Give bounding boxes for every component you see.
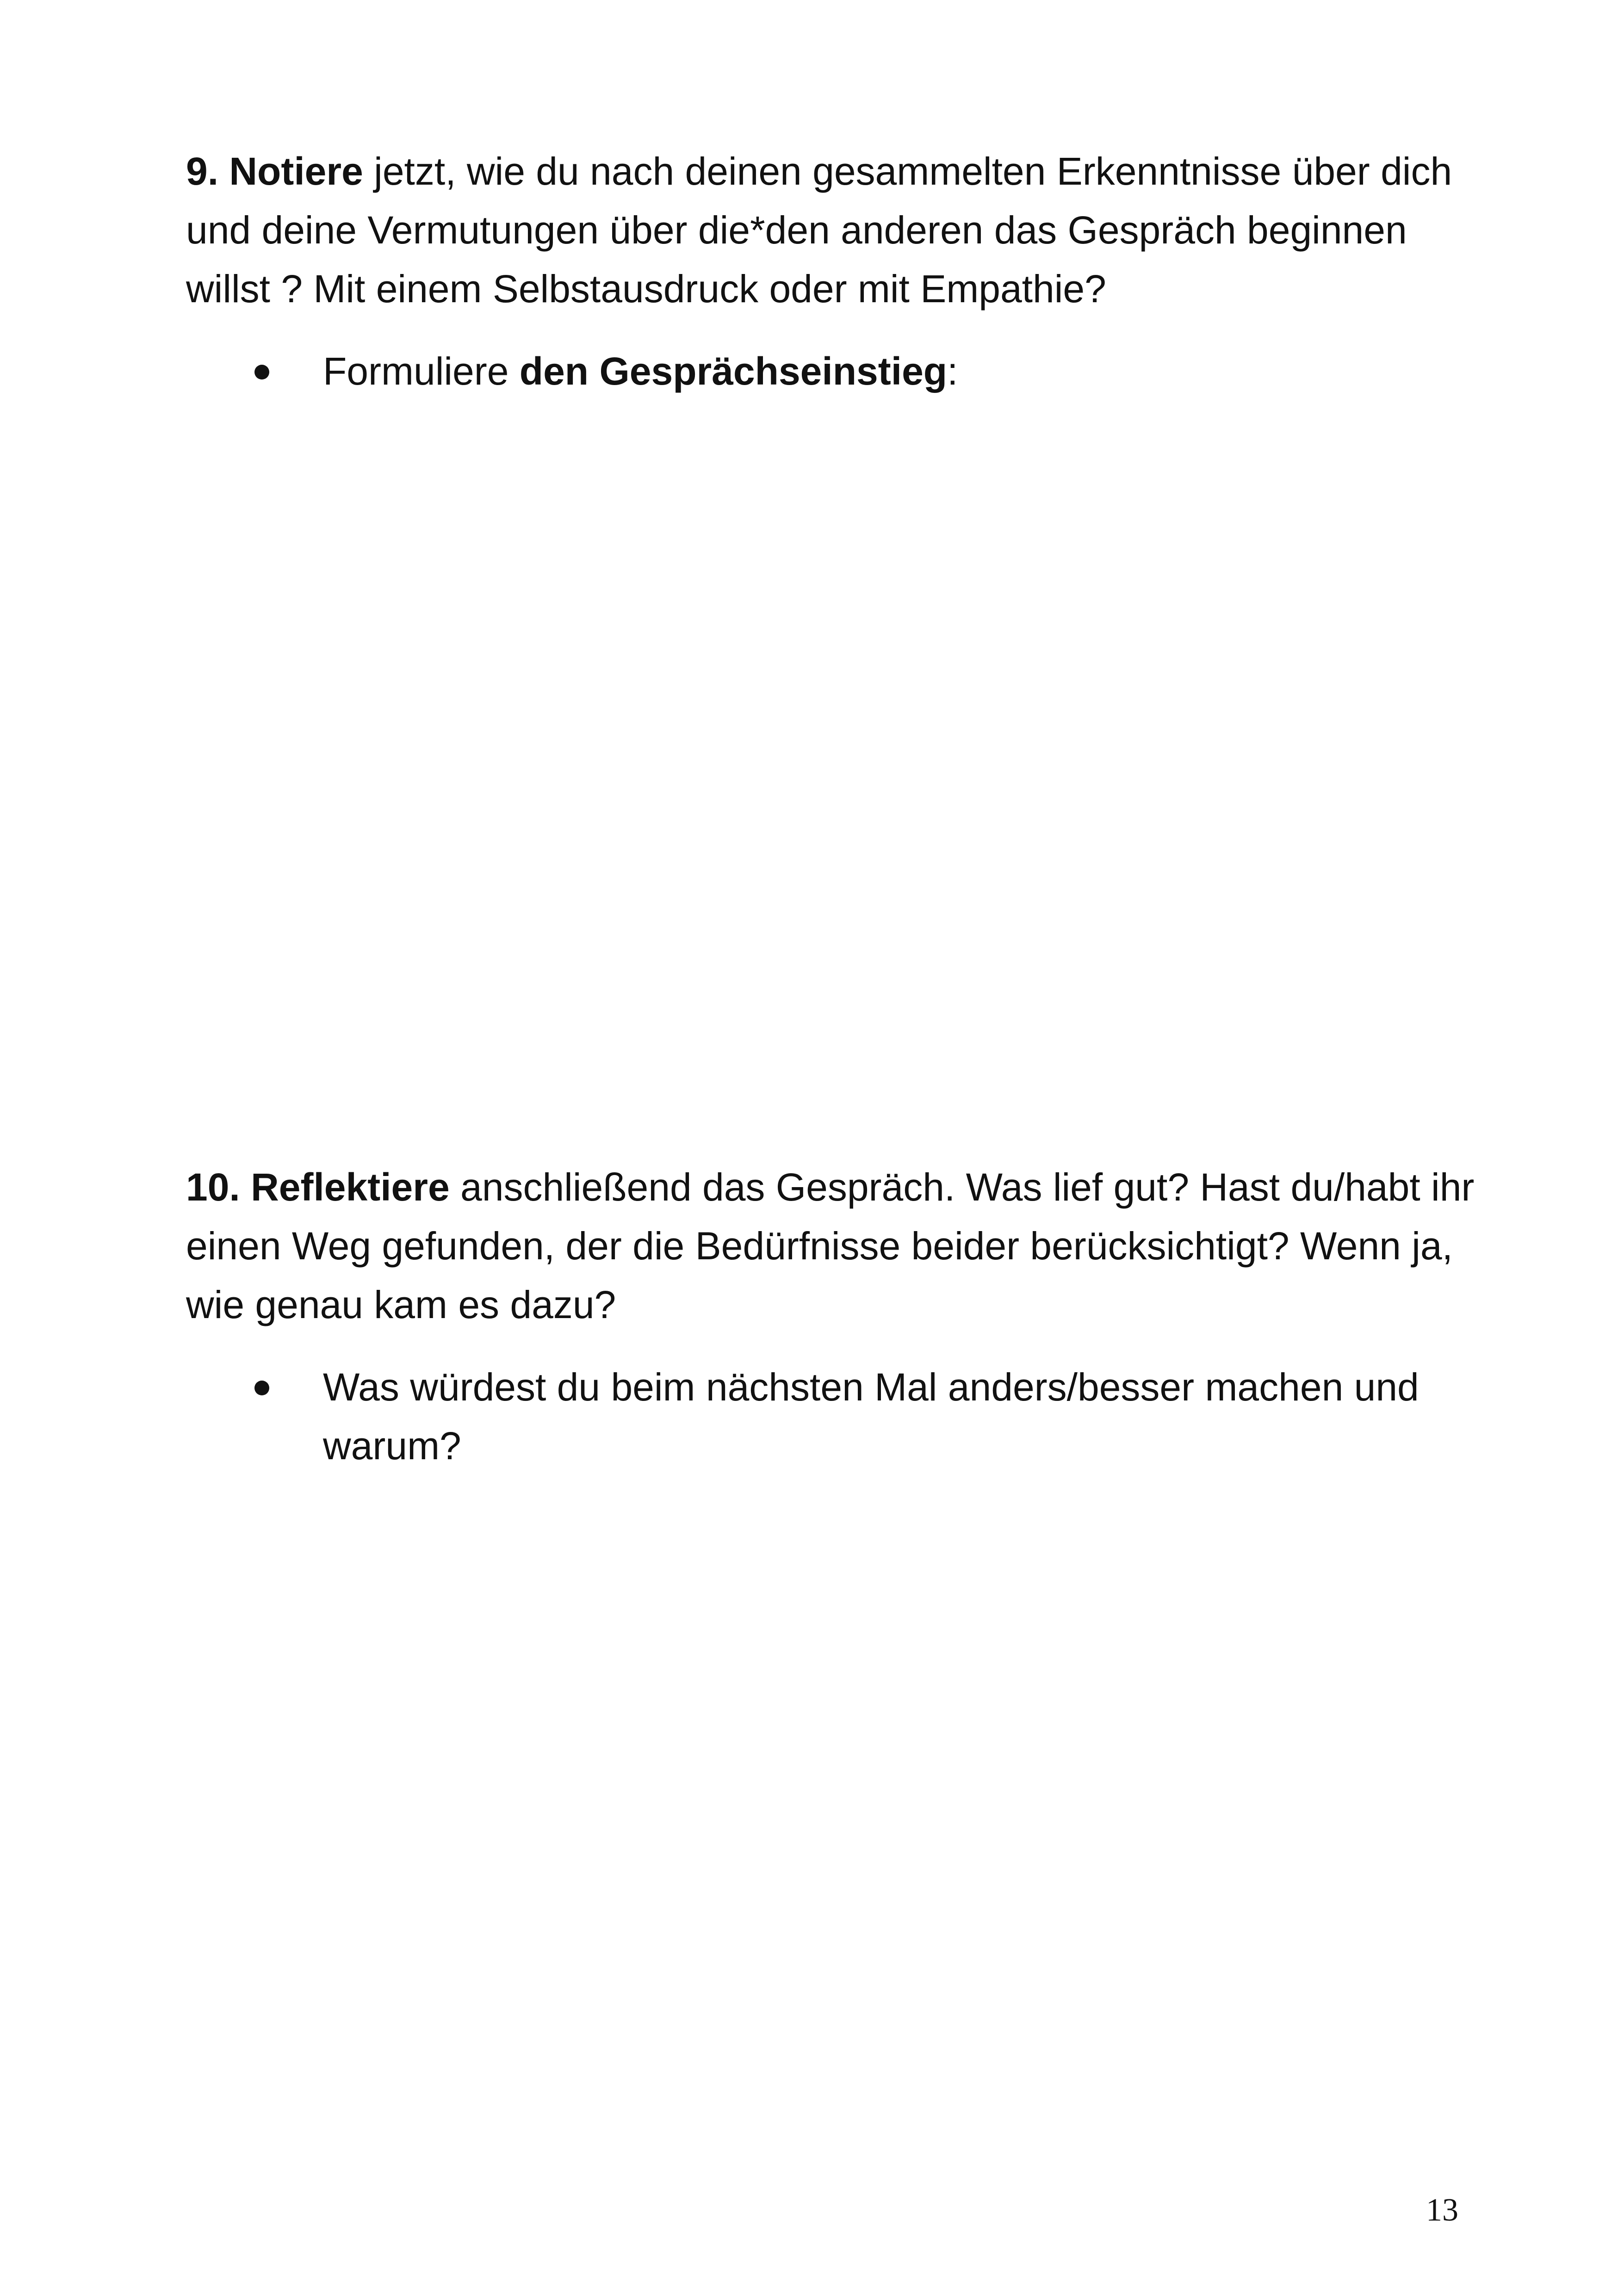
task-9-lead: 9. Notiere <box>186 149 363 193</box>
task-9-text: jetzt, wie du nach deinen gesammelten Erkenntnisse über dich und deine Vermutungen über die*den anderen das Gespräch beginnen willst ? Mit einem Selbstausdruck oder mit Empathie? <box>186 149 1452 311</box>
task-9-prompt <box>186 142 1482 318</box>
task-9-bullet <box>186 342 1494 401</box>
task-9-bullet-bold: den Gesprächseinstieg <box>519 349 948 393</box>
task-9-bullet-suffix: : <box>947 349 958 393</box>
task-10-bullet <box>186 1358 1494 1475</box>
task-10-lead: 10. Reflektiere <box>186 1165 450 1209</box>
page-number: 13 <box>1426 2192 1458 2228</box>
task-9-bullet-prefix: Formuliere <box>323 349 520 393</box>
bullet-icon <box>254 1381 269 1395</box>
task-9 <box>186 142 1482 401</box>
task-10-bullet-text: Was würdest du beim nächsten Mal anders/besser machen und warum? <box>323 1365 1419 1468</box>
task-10-text: anschließend das Gespräch. Was lief gut? Hast du/habt ihr einen Weg gefunden, der die Bedürfnisse beider berücksichtigt? Wenn ja, wie genau kam es dazu? <box>186 1165 1475 1326</box>
task-10 <box>186 1158 1482 1475</box>
bullet-icon <box>254 365 269 380</box>
task-10-prompt <box>186 1158 1482 1334</box>
